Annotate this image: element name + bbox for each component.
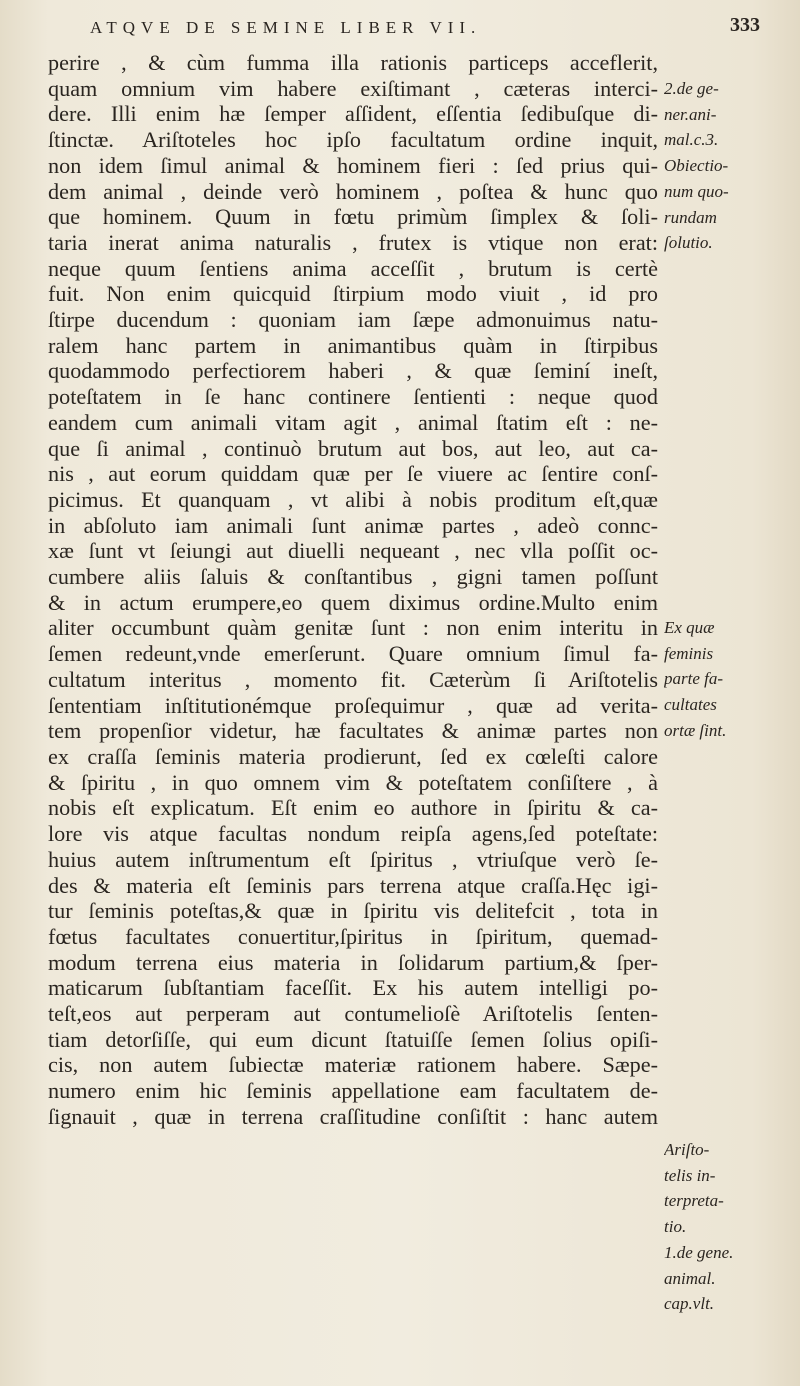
text-line: ſemen redeunt,vnde emerſerunt. Quare omnium ſimul fa- [48,641,658,667]
margin-note-line: cultates [664,695,717,715]
text-line: ſtinctæ. Ariſtoteles hoc ipſo facultatum ordine inquit, [48,127,658,153]
margin-note-line: feminis [664,643,714,663]
text-line: que ſi animal , continuò brutum aut bos, aut leo, aut ca- [48,435,658,461]
text-line: picimus. Et quanquam , vt alibi à nobis proditum eſt,quæ [48,486,658,512]
text-line: nis , aut eorum quiddam quæ per ſe viuere ac ſentire conſ- [48,461,658,487]
text-line: ſententiam inſtitutionémque proſequimur , quæ ad verita- [48,692,658,718]
margin-note-line: 1.de gene. [664,1242,734,1262]
text-line: dere. Illi enim hæ ſemper aſſident, eſſentia ſedibuſque di- [48,101,658,127]
margin-note-line: mal.c.3. [664,130,719,150]
margin-note-line: cap.vlt. [664,1294,715,1314]
margin-note-line: ner.ani- [664,104,717,124]
text-line: aliter occumbunt quàm genitæ ſunt : non enim interitu in [48,615,658,641]
page-header [70,4,760,44]
running-head: ATQVE DE SEMINE LIBER VII. [90,18,482,37]
text-line: teſt,eos aut perperam aut contumelioſè Ariſtotelis ſenten- [48,1001,658,1027]
margin-note-feminis-parte [664,615,794,744]
margin-note-line: Ariſto- [664,1140,710,1159]
text-line: & ſpiritu , in quo omnem vim & poteſtatem conſiſtere , à [48,769,658,795]
text-line: tur ſeminis poteſtas,& quæ in ſpiritu vis delitefcit , tota in [48,898,658,924]
margin-note-line: terpreta- [664,1191,724,1211]
page-number: 333 [730,14,760,36]
text-line: huius autem inſtrumentum eſt ſpiritus , vtriuſque verò ſe- [48,846,658,872]
text-line: fœtus facultates conuertitur,ſpiritus in ſpiritum, quemad- [48,923,658,949]
text-line: in abſoluto iam animali ſunt animæ partes , adeò connc- [48,512,658,538]
text-line: non idem ſimul animal & hominem fieri : ſed prius qui- [48,152,658,178]
text-line: cis, non autem ſubiectæ materiæ rationem habere. Sæpe- [48,1052,658,1078]
margin-note-line: parte fa- [664,669,724,689]
margin-note-aristotelis [664,1137,794,1317]
text-line: cultatum interitus , momento fit. Cæterùm ſi Ariſtotelis [48,666,658,692]
text-line: eandem cum animali vitam agit , animal ſtatim eſt : ne- [48,409,658,435]
margin-note-line: Ex quæ [664,618,715,637]
text-line: neque quum ſentiens anima acceſſit , brutum is certè [48,255,658,281]
text-line: maticarum ſubſtantiam faceſſit. Ex his autem intelligi po- [48,975,658,1001]
text-line: numero enim hic ſeminis appellatione eam facultatem de- [48,1078,658,1104]
text-line: ſignauit , quæ in terrena craſſitudine conſiſtit : hanc autem [48,1103,658,1129]
text-line: taria inerat anima naturalis , frutex is vtique non erat: [48,229,658,255]
margin-note-line: tio. [664,1217,687,1237]
text-line: ex craſſa ſeminis materia prodierunt, ſed ex cœleſti calore [48,743,658,769]
text-line: ralem hanc partem in animantibus quàm in ſtirpibus [48,332,658,358]
margin-note-line: telis in- [664,1165,716,1185]
text-line: lore vis atque facultas nondum reipſa agens,ſed poteſtate: [48,821,658,847]
text-line: poteſtatem in ſe hanc continere ſentienti : neque quod [48,384,658,410]
text-line: fuit. Non enim quicquid ſtirpium modo viuit , id pro [48,281,658,307]
margin-note-line: rundam [664,207,717,227]
margin-note-line: 2.de ge- [664,79,719,98]
text-line: des & materia eſt ſeminis pars terrena atque craſſa.Hęc igi- [48,872,658,898]
text-line: tiam detorſiſſe, qui eum dicunt ſtatuiſſe ſemen ſolius opiſi- [48,1026,658,1052]
text-line: tem propenſior videtur, hæ facultates & animæ partes non [48,718,658,744]
text-line: perire , & cùm fumma illa rationis particeps acceflerit, [48,50,658,75]
margin-note-line: animal. [664,1268,716,1288]
margin-note-gener-animal [664,76,794,256]
text-line: nobis eſt explicatum. Eſt enim eo authore in ſpiritu & ca- [48,795,658,821]
text-line: ſtirpe ducendum : quoniam iam ſæpe admonuimus natu- [48,307,658,333]
text-line: quam omnium vim habere exiſtimant , cæteras interci- [48,75,658,101]
margin-note-line: num quo- [664,181,729,201]
text-line: xæ ſunt vt ſeiungi aut diuelli nequeant , nec vlla poſſit oc- [48,538,658,564]
margin-note-line: ſolutio. [664,233,713,253]
margin-note-line: Obiectio- [664,156,729,176]
text-line: modum terrena eius materia in ſolidarum partium,& ſper- [48,949,658,975]
text-line: que hominem. Quum in fœtu primùm ſimplex & ſoli- [48,204,658,230]
text-line: quodammodo perfectiorem haberi , & quæ ſeminí ineſt, [48,358,658,384]
text-line: cumbere aliis ſaluis & conſtantibus , gigni tamen poſſunt [48,564,658,590]
main-text-column [48,50,658,1130]
text-line: dem animal , deinde verò hominem , poſtea & hunc quo [48,178,658,204]
margin-note-line: ortæ ſint. [664,720,727,740]
text-line: & in actum erumpere,eo quem diximus ordine.Multo enim [48,589,658,615]
